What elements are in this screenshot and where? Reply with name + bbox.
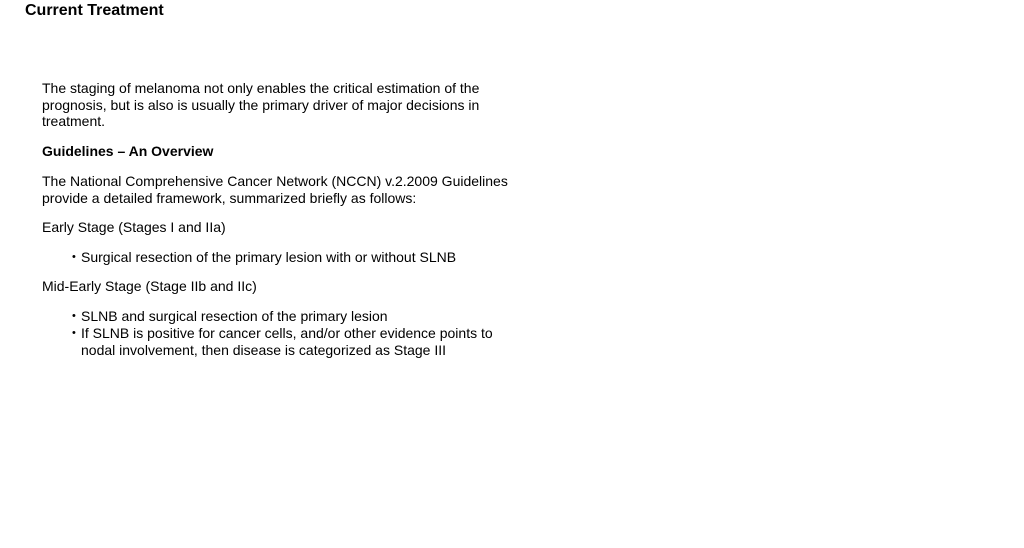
document-body	[42, 80, 522, 371]
list-item	[72, 308, 522, 325]
list-item-text: SLNB and surgical resection of the primary lesion	[81, 307, 388, 324]
list-item-text: Surgical resection of the primary lesion with or without SLNB	[81, 248, 457, 265]
stage-label-early: Early Stage (Stages I and IIa)	[42, 219, 226, 235]
intro-paragraph: The staging of melanoma not only enables the critical estimation of the prognosis, but is also is usually the primary driver of major decisions in treatment.	[42, 80, 480, 129]
list-item	[72, 325, 522, 358]
list-item	[72, 249, 522, 266]
early-stage-bullet-list	[42, 249, 522, 266]
nccn-paragraph: The National Comprehensive Cancer Network (NCCN) v.2.2009 Guidelines provide a detailed framework, summarized briefly as follows:	[42, 173, 508, 206]
bullet-icon: •	[72, 309, 76, 322]
list-item-text: If SLNB is positive for cancer cells, and/or other evidence points to nodal involvement, then disease is categorized as Stage III	[81, 325, 493, 358]
bullet-icon: •	[72, 327, 76, 339]
bullet-icon: •	[72, 250, 76, 263]
mid-early-stage-bullet-list	[42, 308, 522, 359]
page-title: Current Treatment	[25, 2, 164, 19]
stage-label-mid-early: Mid-Early Stage (Stage IIb and IIc)	[42, 278, 257, 294]
guidelines-heading: Guidelines – An Overview	[42, 142, 214, 159]
